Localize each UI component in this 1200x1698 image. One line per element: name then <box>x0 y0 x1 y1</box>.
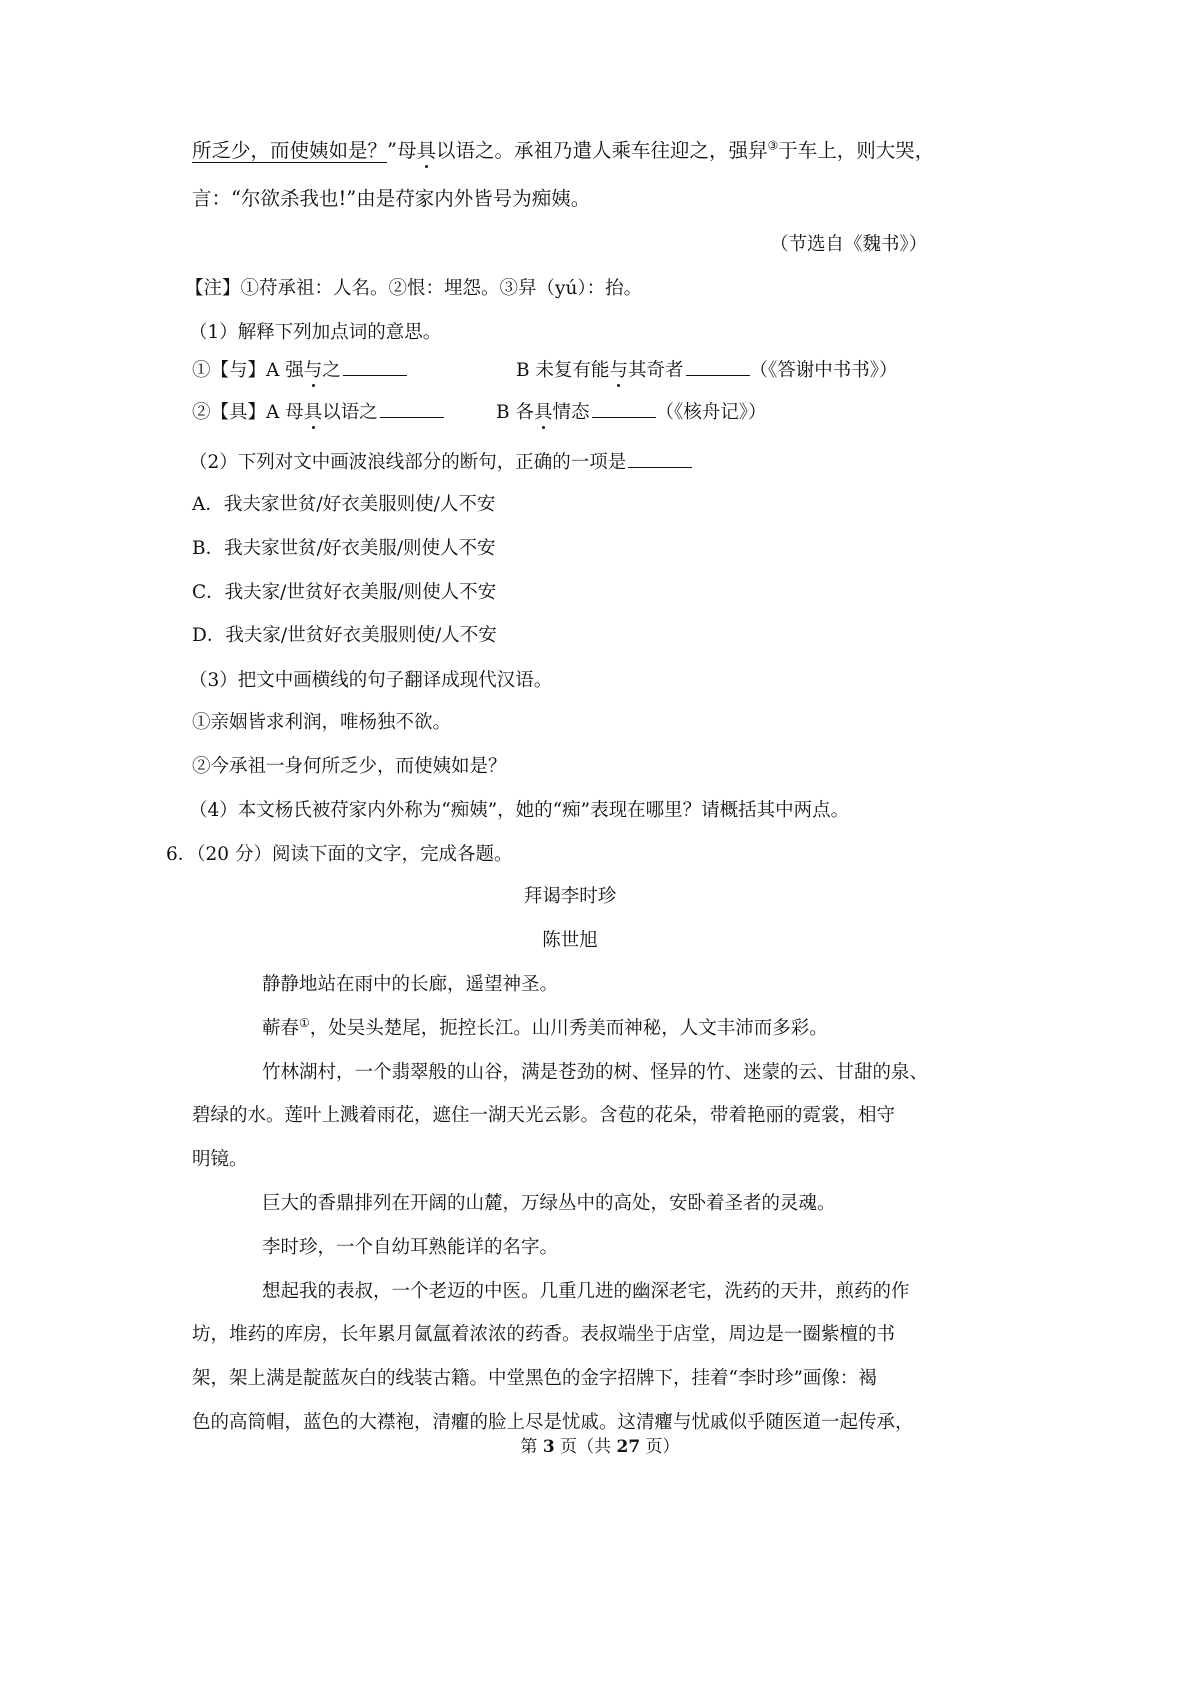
footnote-mark: ① <box>299 1015 310 1030</box>
dotted-word: 具 <box>416 139 437 162</box>
paragraph-line: 想起我的表叔，一个老迈的中医。几重几进的幽深老宅，洗药的天井，煎药的作 <box>262 1281 910 1302</box>
paragraph-line: 坊，堆药的库房，长年累月氤氲着浓浓的药香。表叔端坐于店堂，周边是一圈紫檀的书 <box>192 1324 896 1345</box>
option-c: C．我夫家/世贫好衣美服/则使人不安 <box>192 582 497 603</box>
dotted-word: 与 <box>609 360 628 381</box>
text-line: 所乏少，而使姨如是？”母具以语之。承祖乃遣人乘车往迎之，强舁③于车上，则大哭， <box>192 138 935 162</box>
option-d: D．我夫家/世贫好衣美服则使/人不安 <box>192 625 497 646</box>
question-1-item-a: ②【具】A 母具以语之 <box>192 399 444 426</box>
question-6-stem: 6．（20 分）阅读下面的文字，完成各题。 <box>166 844 513 865</box>
dotted-word: 具 <box>303 402 323 423</box>
answer-blank[interactable] <box>686 357 750 376</box>
page-footer: 第 3 页（共 27 页） <box>520 1437 680 1457</box>
paragraph: 静静地站在雨中的长廊，遥望神圣。 <box>262 974 559 995</box>
paragraph: 李时珍，一个自幼耳熟能详的名字。 <box>262 1237 559 1258</box>
underlined-sentence: 所乏少，而使姨如是？ <box>192 139 388 162</box>
question-4-stem: （4）本文杨氏被苻家内外称为“痴姨”，她的“痴”表现在哪里？请概括其中两点。 <box>189 800 850 821</box>
answer-blank[interactable] <box>628 449 692 468</box>
question-1-item-b: B 未复有能与其奇者 （《答谢中书书》） <box>516 357 898 384</box>
paragraph-line: 色的高筒帽，蓝色的大襟袍，清癯的脸上尽是忧戚。这清癯与忧戚似乎随医道一起传承， <box>192 1412 914 1433</box>
paragraph-line: 竹林湖村，一个翡翠般的山谷，满是苍劲的树、怪异的竹、迷蒙的云、甘甜的泉、 <box>262 1062 929 1083</box>
essay-author: 陈世旭 <box>542 930 598 951</box>
page-number: 3 <box>542 1437 555 1457</box>
paragraph: 蕲春①，处吴头楚尾，扼控长江。山川秀美而神秘，人文丰沛而多彩。 <box>262 1015 828 1039</box>
source-citation: （节选自《魏书》） <box>770 234 928 255</box>
question-2-stem: （2）下列对文中画波浪线部分的断句，正确的一项是 <box>189 449 692 476</box>
text-line: 言：“尔欲杀我也!”由是苻家内外皆号为痴姨。 <box>192 187 591 210</box>
notes: 【注】①苻承祖：人名。②恨：埋怨。③舁（yú）：抬。 <box>185 278 643 299</box>
option-a: A．我夫家世贫/好衣美服则使/人不安 <box>192 494 496 515</box>
paragraph-line: 碧绿的水。莲叶上溅着雨花，遮住一湖天光云影。含苞的花朵，带着艳丽的霓裳，相守 <box>192 1105 896 1126</box>
option-b: B．我夫家世贫/好衣美服/则使人不安 <box>192 538 496 559</box>
answer-blank[interactable] <box>592 399 656 418</box>
dotted-word: 具 <box>533 402 553 423</box>
essay-title: 拜谒李时珍 <box>523 886 617 907</box>
paragraph: 巨大的香鼎排列在开阔的山麓，万绿丛中的高处，安卧着圣者的灵魂。 <box>262 1193 836 1214</box>
answer-blank[interactable] <box>380 399 444 418</box>
footnote-mark: ③ <box>767 138 779 153</box>
translation-item: ①亲姻皆求利润，唯杨独不欲。 <box>192 712 452 733</box>
page-total: 27 <box>616 1437 641 1457</box>
paragraph-line: 架，架上满是靛蓝灰白的线装古籍。中堂黑色的金字招牌下，挂着“李时珍”画像：褐 <box>192 1368 877 1389</box>
answer-blank[interactable] <box>343 357 407 376</box>
question-1-stem: （1）解释下列加点词的意思。 <box>189 322 442 343</box>
question-3-stem: （3）把文中画横线的句子翻译成现代汉语。 <box>189 670 553 691</box>
question-1-item-b: B 各具情态 （《核舟记》） <box>496 399 767 426</box>
question-1-item-a: ①【与】A 强与之 <box>192 357 407 384</box>
translation-item: ②今承祖一身何所乏少，而使姨如是？ <box>192 756 507 777</box>
dotted-word: 与 <box>303 360 323 381</box>
paragraph-line: 明镜。 <box>192 1149 248 1170</box>
